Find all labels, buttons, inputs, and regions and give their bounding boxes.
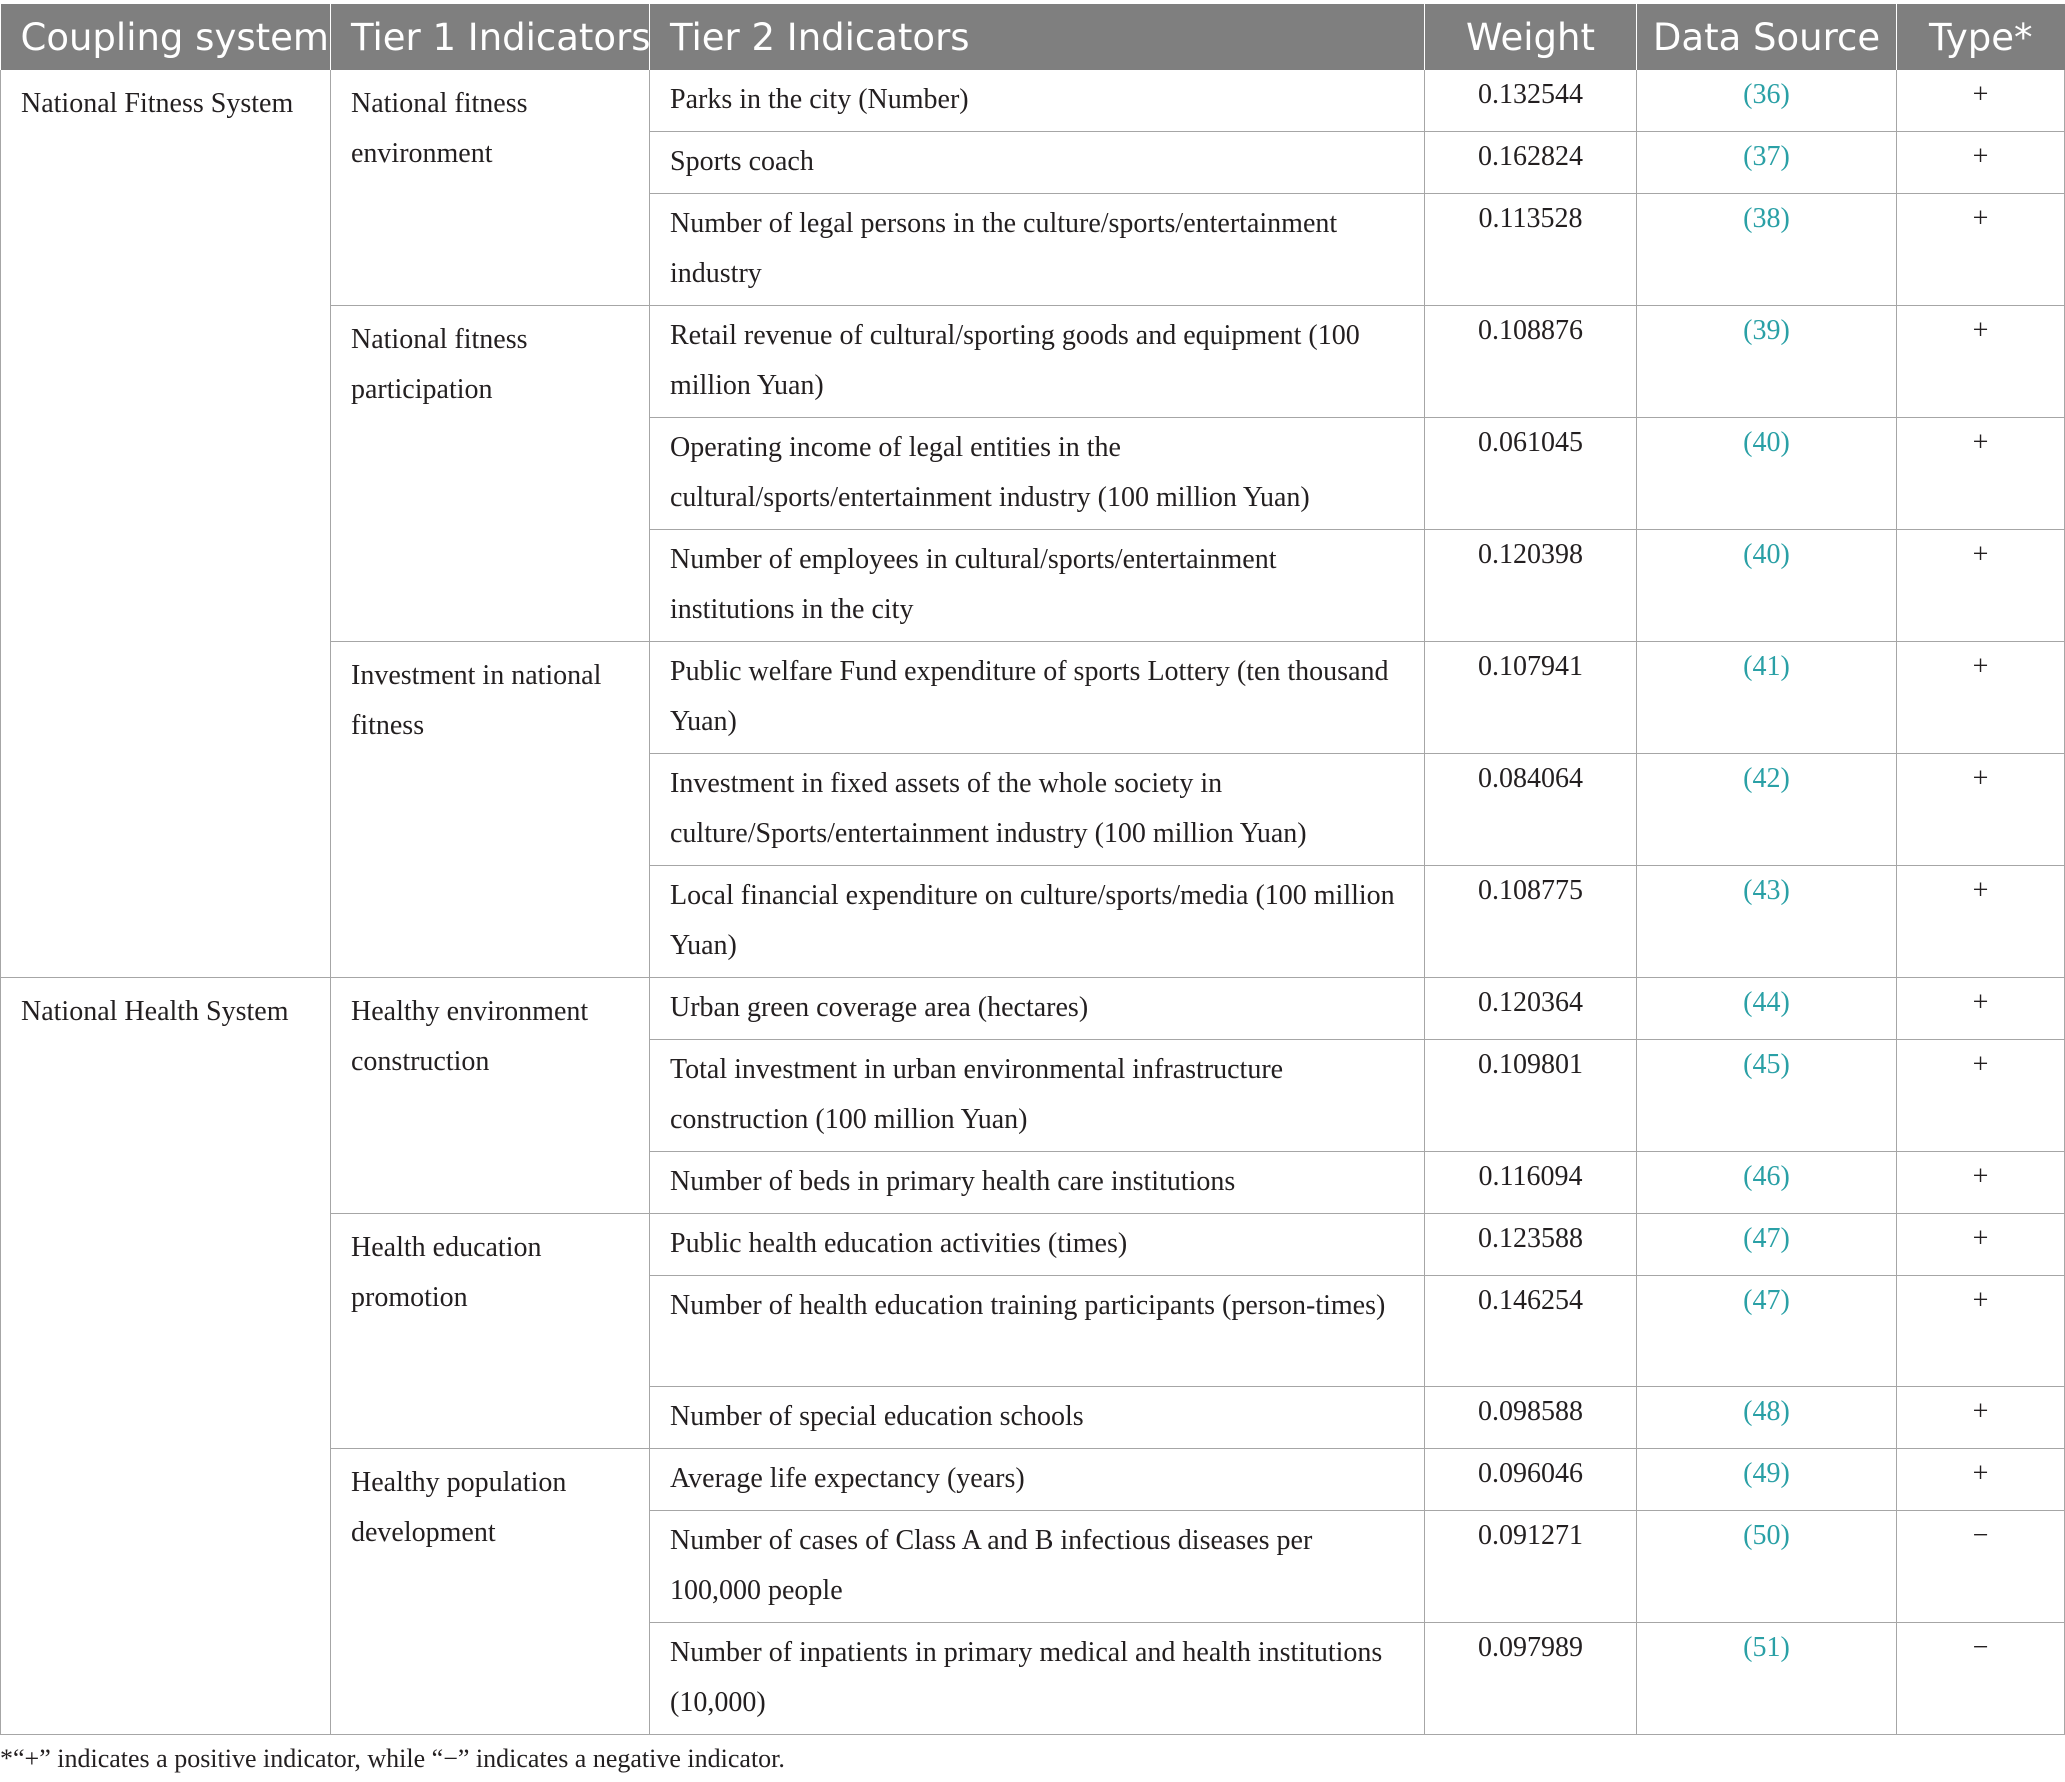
tier2-indicator-cell: Number of health education training participants (person-times) xyxy=(650,1276,1425,1387)
weight-cell: 0.096046 xyxy=(1425,1449,1637,1511)
type-cell: + xyxy=(1897,1387,2065,1449)
ref-paren-open: ( xyxy=(1743,1049,1753,1080)
tier2-indicator-cell: Number of cases of Class A and B infectious diseases per 100,000 people xyxy=(650,1511,1425,1623)
ref-paren-open: ( xyxy=(1743,79,1753,110)
tier2-indicator-cell: Urban green coverage area (hectares) xyxy=(650,978,1425,1040)
ref-paren-close: ) xyxy=(1780,763,1790,794)
reference-link[interactable]: 46 xyxy=(1752,1161,1781,1192)
coupling-system-cell: National Fitness System xyxy=(1,70,331,978)
ref-paren-open: ( xyxy=(1743,539,1753,570)
tier1-indicator-cell: National fitness environment xyxy=(331,70,650,306)
ref-paren-open: ( xyxy=(1743,203,1753,234)
tier2-indicator-cell: Public welfare Fund expenditure of sports Lottery (ten thousand Yuan) xyxy=(650,642,1425,754)
reference-link[interactable]: 36 xyxy=(1752,79,1781,110)
tier2-indicator-cell: Total investment in urban environmental infrastructure construction (100 million Yuan) xyxy=(650,1040,1425,1152)
reference-link[interactable]: 40 xyxy=(1752,539,1781,570)
type-cell: − xyxy=(1897,1623,2065,1735)
tier2-indicator-cell: Retail revenue of cultural/sporting goods and equipment (100 million Yuan) xyxy=(650,306,1425,418)
reference-link[interactable]: 49 xyxy=(1752,1458,1781,1489)
ref-paren-open: ( xyxy=(1743,1396,1753,1427)
indicator-table-wrapper xyxy=(0,4,2064,1735)
reference-link[interactable]: 47 xyxy=(1752,1223,1781,1254)
ref-paren-close: ) xyxy=(1780,1632,1790,1663)
data-source-cell xyxy=(1637,1511,1897,1623)
tier1-indicator-cell: Investment in national fitness xyxy=(331,642,650,978)
type-cell: + xyxy=(1897,306,2065,418)
type-cell: + xyxy=(1897,418,2065,530)
type-cell: + xyxy=(1897,642,2065,754)
header-coupling-system: Coupling system xyxy=(1,4,331,70)
tier2-indicator-cell: Parks in the city (Number) xyxy=(650,70,1425,132)
tier2-indicator-cell: Operating income of legal entities in the cultural/sports/entertainment industry (100 million Yuan) xyxy=(650,418,1425,530)
reference-link[interactable]: 38 xyxy=(1752,203,1781,234)
data-source-cell xyxy=(1637,1387,1897,1449)
header-data-source: Data Source xyxy=(1637,4,1897,70)
header-type: Type* xyxy=(1897,4,2065,70)
weight-cell: 0.098588 xyxy=(1425,1387,1637,1449)
reference-link[interactable]: 41 xyxy=(1752,651,1781,682)
ref-paren-open: ( xyxy=(1743,1458,1753,1489)
ref-paren-close: ) xyxy=(1780,427,1790,458)
data-source-cell xyxy=(1637,1040,1897,1152)
reference-link[interactable]: 50 xyxy=(1752,1520,1781,1551)
ref-paren-close: ) xyxy=(1780,141,1790,172)
weight-cell: 0.109801 xyxy=(1425,1040,1637,1152)
table-body xyxy=(1,70,2065,1735)
ref-paren-open: ( xyxy=(1743,1223,1753,1254)
tier2-indicator-cell: Number of legal persons in the culture/sports/entertainment industry xyxy=(650,194,1425,306)
weight-cell: 0.132544 xyxy=(1425,70,1637,132)
weight-cell: 0.108775 xyxy=(1425,866,1637,978)
weight-cell: 0.120398 xyxy=(1425,530,1637,642)
type-cell: + xyxy=(1897,754,2065,866)
type-cell: + xyxy=(1897,1040,2065,1152)
reference-link[interactable]: 51 xyxy=(1752,1632,1781,1663)
data-source-cell xyxy=(1637,866,1897,978)
ref-paren-close: ) xyxy=(1780,1049,1790,1080)
ref-paren-open: ( xyxy=(1743,427,1753,458)
reference-link[interactable]: 40 xyxy=(1752,427,1781,458)
ref-paren-close: ) xyxy=(1780,203,1790,234)
tier2-indicator-cell: Number of special education schools xyxy=(650,1387,1425,1449)
data-source-cell xyxy=(1637,530,1897,642)
weight-cell: 0.091271 xyxy=(1425,1511,1637,1623)
ref-paren-close: ) xyxy=(1780,1396,1790,1427)
tier2-indicator-cell: Number of inpatients in primary medical and health institutions (10,000) xyxy=(650,1623,1425,1735)
tier1-indicator-cell: Health education promotion xyxy=(331,1214,650,1449)
ref-paren-open: ( xyxy=(1743,141,1753,172)
tier2-indicator-cell: Public health education activities (times) xyxy=(650,1214,1425,1276)
tier2-indicator-cell: Number of employees in cultural/sports/entertainment institutions in the city xyxy=(650,530,1425,642)
header-row xyxy=(1,4,2065,70)
reference-link[interactable]: 37 xyxy=(1752,141,1781,172)
tier2-indicator-cell: Number of beds in primary health care institutions xyxy=(650,1152,1425,1214)
data-source-cell xyxy=(1637,1152,1897,1214)
coupling-system-cell: National Health System xyxy=(1,978,331,1735)
ref-paren-open: ( xyxy=(1743,763,1753,794)
weight-cell: 0.061045 xyxy=(1425,418,1637,530)
ref-paren-open: ( xyxy=(1743,875,1753,906)
weight-cell: 0.120364 xyxy=(1425,978,1637,1040)
reference-link[interactable]: 48 xyxy=(1752,1396,1781,1427)
ref-paren-open: ( xyxy=(1743,987,1753,1018)
tier2-indicator-cell: Local financial expenditure on culture/sports/media (100 million Yuan) xyxy=(650,866,1425,978)
tier1-indicator-cell: Healthy environment construction xyxy=(331,978,650,1214)
data-source-cell xyxy=(1637,1449,1897,1511)
weight-cell: 0.084064 xyxy=(1425,754,1637,866)
data-source-cell xyxy=(1637,418,1897,530)
reference-link[interactable]: 39 xyxy=(1752,315,1781,346)
data-source-cell xyxy=(1637,70,1897,132)
type-cell: + xyxy=(1897,194,2065,306)
data-source-cell xyxy=(1637,754,1897,866)
type-cell: + xyxy=(1897,530,2065,642)
ref-paren-close: ) xyxy=(1780,1285,1790,1316)
table-row xyxy=(1,978,2065,1040)
type-cell: + xyxy=(1897,1152,2065,1214)
footnote: *“+” indicates a positive indicator, while “−” indicates a negative indicator. xyxy=(0,1744,785,1773)
ref-paren-open: ( xyxy=(1743,1632,1753,1663)
ref-paren-close: ) xyxy=(1780,315,1790,346)
data-source-cell xyxy=(1637,642,1897,754)
data-source-cell xyxy=(1637,1276,1897,1387)
ref-paren-close: ) xyxy=(1780,1161,1790,1192)
tier2-indicator-cell: Sports coach xyxy=(650,132,1425,194)
weight-cell: 0.146254 xyxy=(1425,1276,1637,1387)
ref-paren-open: ( xyxy=(1743,1161,1753,1192)
type-cell: + xyxy=(1897,1449,2065,1511)
reference-link[interactable]: 45 xyxy=(1752,1049,1781,1080)
reference-link[interactable]: 42 xyxy=(1752,763,1781,794)
ref-paren-close: ) xyxy=(1780,1223,1790,1254)
data-source-cell xyxy=(1637,1214,1897,1276)
type-cell: + xyxy=(1897,978,2065,1040)
weight-cell: 0.116094 xyxy=(1425,1152,1637,1214)
ref-paren-open: ( xyxy=(1743,1285,1753,1316)
ref-paren-close: ) xyxy=(1780,1520,1790,1551)
table-row xyxy=(1,70,2065,132)
ref-paren-close: ) xyxy=(1780,79,1790,110)
data-source-cell xyxy=(1637,978,1897,1040)
type-cell: + xyxy=(1897,132,2065,194)
weight-cell: 0.107941 xyxy=(1425,642,1637,754)
tier1-indicator-cell: Healthy population development xyxy=(331,1449,650,1735)
type-cell: + xyxy=(1897,866,2065,978)
reference-link[interactable]: 44 xyxy=(1752,987,1781,1018)
tier1-indicator-cell: National fitness participation xyxy=(331,306,650,642)
data-source-cell xyxy=(1637,194,1897,306)
ref-paren-close: ) xyxy=(1780,875,1790,906)
weight-cell: 0.162824 xyxy=(1425,132,1637,194)
type-cell: + xyxy=(1897,1214,2065,1276)
weight-cell: 0.123588 xyxy=(1425,1214,1637,1276)
header-tier1: Tier 1 Indicators xyxy=(331,4,650,70)
weight-cell: 0.108876 xyxy=(1425,306,1637,418)
ref-paren-close: ) xyxy=(1780,987,1790,1018)
data-source-cell xyxy=(1637,1623,1897,1735)
header-weight: Weight xyxy=(1425,4,1637,70)
reference-link[interactable]: 47 xyxy=(1752,1285,1781,1316)
ref-paren-open: ( xyxy=(1743,1520,1753,1551)
ref-paren-close: ) xyxy=(1780,1458,1790,1489)
ref-paren-open: ( xyxy=(1743,651,1753,682)
type-cell: + xyxy=(1897,70,2065,132)
reference-link[interactable]: 43 xyxy=(1752,875,1781,906)
type-cell: − xyxy=(1897,1511,2065,1623)
type-cell: + xyxy=(1897,1276,2065,1387)
data-source-cell xyxy=(1637,306,1897,418)
indicator-table xyxy=(0,4,2065,1735)
header-tier2: Tier 2 Indicators xyxy=(650,4,1425,70)
ref-paren-open: ( xyxy=(1743,315,1753,346)
ref-paren-close: ) xyxy=(1780,651,1790,682)
weight-cell: 0.097989 xyxy=(1425,1623,1637,1735)
tier2-indicator-cell: Average life expectancy (years) xyxy=(650,1449,1425,1511)
ref-paren-close: ) xyxy=(1780,539,1790,570)
weight-cell: 0.113528 xyxy=(1425,194,1637,306)
data-source-cell xyxy=(1637,132,1897,194)
tier2-indicator-cell: Investment in fixed assets of the whole society in culture/Sports/entertainment industry (100 million Yuan) xyxy=(650,754,1425,866)
